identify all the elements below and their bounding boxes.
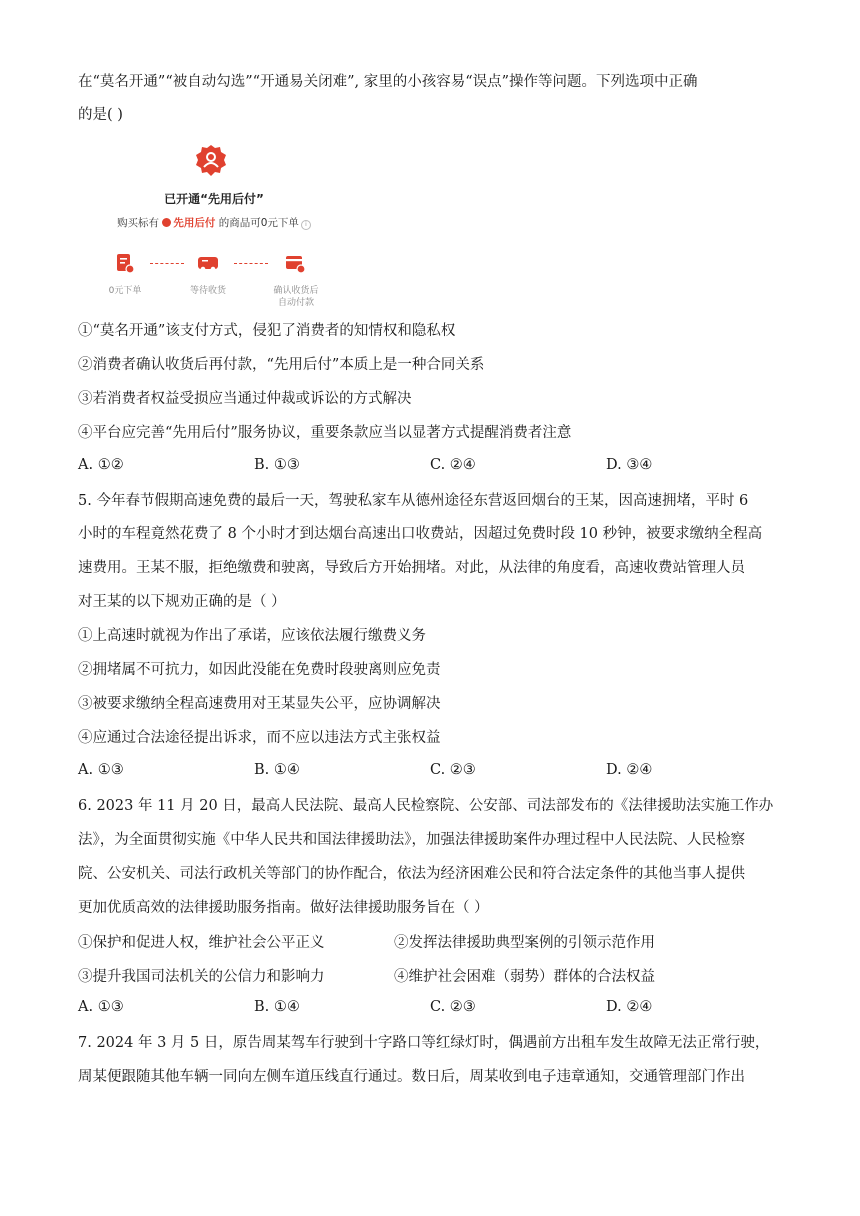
q6-option-c[interactable]: C. ②③ bbox=[430, 999, 476, 1015]
figure-description bbox=[98, 215, 330, 230]
step-connector-2 bbox=[234, 263, 268, 264]
q4-statement-2: ②消费者确认收货后再付款，“先用后付”本质上是一种合同关系 bbox=[78, 357, 485, 373]
q6-options bbox=[78, 999, 782, 1019]
q6-statement-4: ④维护社会困难（弱势）群体的合法权益 bbox=[394, 969, 655, 985]
q7-stem-line-2: 周某便跟随其他车辆一同向左侧车道压线直行通过。数日后，周某收到电子违章通知，交通管理部门作出 bbox=[78, 1069, 745, 1085]
order-icon bbox=[114, 252, 136, 274]
q4-option-a[interactable]: A. ①② bbox=[78, 457, 124, 473]
q6-stem-line-3: 院、公安机关、司法行政机关等部门的协作配合，依法为经济困难公民和符合法定条件的其他当事人提供 bbox=[78, 866, 745, 882]
q6-stem-line-1: 6. 2023 年 11 月 20 日，最高人民法院、最高人民检察院、公安部、司法部发布的《法律援助法实施工作办 bbox=[78, 798, 774, 814]
q4-option-b[interactable]: B. ①③ bbox=[254, 457, 300, 473]
q5-statement-4: ④应通过合法途径提出诉求，而不应以违法方式主张权益 bbox=[78, 730, 441, 746]
q5-stem-line-2: 小时的车程竟然花费了 8 个小时才到达烟台高速出口收费站，因超过免费时段 10 秒钟，被要求缴纳全程高 bbox=[78, 526, 763, 542]
step-label-waiting: 等待收货 bbox=[189, 286, 226, 296]
desc-suffix: 的商品可0元下单 bbox=[218, 217, 299, 229]
q5-stem-line-4: 对王某的以下规劝正确的是（ ） bbox=[78, 594, 286, 610]
q4-stem-line-1: 在“莫名开通”“被自动勾选”“开通易关闭难”, 家里的小孩容易“误点”操作等问题。下列选项中正确 bbox=[78, 74, 698, 90]
q6-statement-row-1 bbox=[78, 931, 782, 951]
step-label-autopay-line2: 自动付款 bbox=[277, 298, 314, 308]
q4-option-d[interactable]: D. ③④ bbox=[606, 457, 653, 473]
q6-statement-3: ③提升我国司法机关的公信力和影响力 bbox=[78, 969, 325, 985]
q5-stem-line-3: 速费用。王某不服，拒绝缴费和驶离，导致后方开始拥堵。对此，从法律的角度看，高速收费站管理人员 bbox=[78, 560, 745, 576]
q6-statement-1: ①保护和促进人权，维护社会公平正义 bbox=[78, 935, 325, 951]
q5-option-b[interactable]: B. ①④ bbox=[254, 762, 300, 778]
q6-statement-row-2 bbox=[78, 965, 782, 985]
q7-stem-line-1: 7. 2024 年 3 月 5 日，原告周某驾车行驶到十字路口等红绿灯时，偶遇前方出租车发生故障无法正常行驶， bbox=[78, 1035, 770, 1051]
q4-statement-4: ④平台应完善“先用后付”服务协议，重要条款应当以显著方式提醒消费者注意 bbox=[78, 425, 572, 441]
pay-later-mark-icon bbox=[162, 218, 171, 227]
q6-stem-line-4: 更加优质高效的法律援助服务指南。做好法律援助服务旨在（ ） bbox=[78, 900, 489, 916]
q6-option-b[interactable]: B. ①④ bbox=[254, 999, 300, 1015]
info-icon: i bbox=[301, 220, 311, 230]
step-label-order: 0元下单 bbox=[108, 286, 142, 296]
q5-statement-3: ③被要求缴纳全程高速费用对王某显失公平，应协调解决 bbox=[78, 696, 441, 712]
delivery-truck-icon bbox=[197, 252, 219, 274]
q4-stem-line-2: 的是( ) bbox=[78, 107, 123, 123]
q5-option-d[interactable]: D. ②④ bbox=[606, 762, 653, 778]
desc-prefix: 购买标有 bbox=[117, 217, 160, 229]
q5-stem-line-1: 5. 今年春节假期高速免费的最后一天，驾驶私家车从德州途径东营返回烟台的王某，因高速拥堵，平时 6 bbox=[78, 493, 749, 509]
step-connector-1 bbox=[150, 263, 184, 264]
q6-option-d[interactable]: D. ②④ bbox=[606, 999, 653, 1015]
q5-option-c[interactable]: C. ②③ bbox=[430, 762, 476, 778]
q6-stem-line-2: 法》，为全面贯彻实施《中华人民共和国法律援助法》，加强法律援助案件办理过程中人民法院、人民检察 bbox=[78, 832, 745, 848]
shield-check-icon bbox=[194, 144, 228, 178]
q5-statement-1: ①上高速时就视为作出了承诺，应该依法履行缴费义务 bbox=[78, 628, 426, 644]
q6-statement-2: ②发挥法律援助典型案例的引领示范作用 bbox=[394, 935, 655, 951]
step-label-autopay-line1: 确认收货后 bbox=[273, 286, 319, 296]
q6-option-a[interactable]: A. ①③ bbox=[78, 999, 124, 1015]
desc-highlight: 先用后付 bbox=[173, 217, 216, 229]
q4-statement-1: ①“莫名开通”该支付方式，侵犯了消费者的知情权和隐私权 bbox=[78, 323, 456, 339]
figure-title: 已开通“先用后付” bbox=[164, 192, 264, 206]
q4-statement-3: ③若消费者权益受损应当通过仲裁或诉讼的方式解决 bbox=[78, 391, 412, 407]
q5-options bbox=[78, 762, 782, 782]
step-label-autopay bbox=[268, 285, 324, 309]
q4-options bbox=[78, 457, 782, 477]
auto-pay-icon bbox=[284, 252, 306, 274]
q5-option-a[interactable]: A. ①③ bbox=[78, 762, 124, 778]
pay-later-figure bbox=[98, 140, 330, 310]
q4-option-c[interactable]: C. ②④ bbox=[430, 457, 476, 473]
q5-statement-2: ②拥堵属不可抗力，如因此没能在免费时段驶离则应免责 bbox=[78, 662, 441, 678]
